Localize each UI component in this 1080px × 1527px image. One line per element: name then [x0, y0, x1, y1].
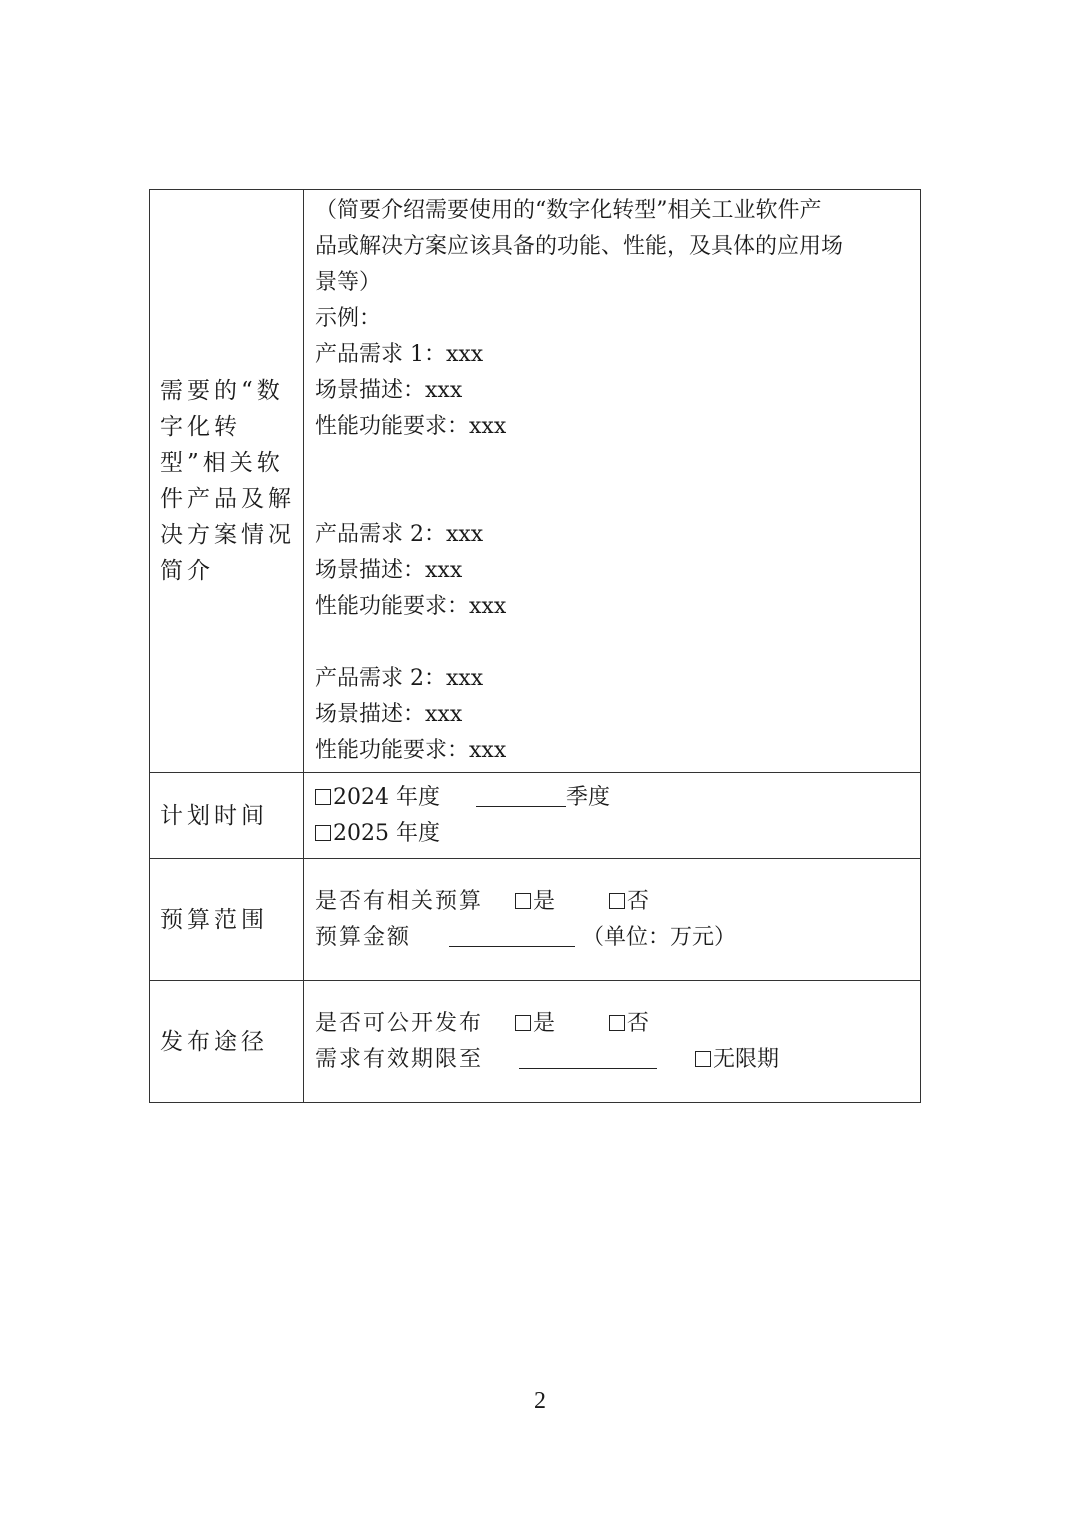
intro-line-3: 景等）	[315, 270, 382, 295]
plan-time-label: 计划时间	[150, 773, 304, 859]
unlimited-label: 无限期	[713, 1046, 780, 1072]
year-2025-label: 2025 年度	[333, 820, 440, 846]
publish-no-label: 否	[627, 1010, 650, 1036]
budget-label: 预算范围	[150, 859, 304, 981]
budget-content	[304, 859, 921, 981]
checkbox-2024[interactable]	[315, 789, 331, 805]
publish-yes-label: 是	[533, 1010, 556, 1036]
scene-description-3: 场景描述：xxx	[315, 702, 463, 727]
publish-label: 发布途径	[150, 981, 304, 1103]
page-number: 2	[534, 1388, 546, 1414]
budget-no-checkbox[interactable]	[609, 893, 625, 909]
quarter-input[interactable]	[476, 782, 566, 807]
product-requirement-3: 产品需求 2：xxx	[315, 666, 484, 691]
product-requirement-1: 产品需求 1：xxx	[315, 342, 484, 367]
publish-yes-checkbox[interactable]	[515, 1015, 531, 1031]
intro-line-1: （简要介绍需要使用的“数字化转型”相关工业软件产	[315, 198, 822, 223]
performance-requirement-1: 性能功能要求：xxx	[315, 414, 507, 439]
budget-amount-label: 预算金额	[315, 924, 412, 950]
software-needs-label: 需要的“数字化转型”相关软件产品及解决方案情况简介	[150, 190, 304, 773]
intro-line-2: 品或解决方案应该具备的功能、性能，及具体的应用场	[315, 234, 844, 259]
example-label: 示例：	[315, 306, 382, 331]
validity-date-input[interactable]	[519, 1044, 657, 1069]
budget-unit: （单位：万元）	[582, 924, 737, 950]
budget-amount-input[interactable]	[449, 922, 575, 947]
publish-row	[150, 981, 921, 1103]
budget-question: 是否有相关预算	[315, 888, 484, 914]
validity-label: 需求有效期限至	[315, 1046, 484, 1072]
year-2024-label: 2024 年度	[333, 784, 440, 810]
publish-no-checkbox[interactable]	[609, 1015, 625, 1031]
performance-requirement-2: 性能功能要求：xxx	[315, 594, 507, 619]
application-form-table	[149, 189, 921, 1103]
checkbox-2025[interactable]	[315, 825, 331, 841]
software-needs-content[interactable]	[304, 190, 921, 773]
publish-question: 是否可公开发布	[315, 1010, 484, 1036]
budget-no-label: 否	[627, 888, 650, 914]
publish-content	[304, 981, 921, 1103]
plan-time-content	[304, 773, 921, 859]
scene-description-2: 场景描述：xxx	[315, 558, 463, 583]
plan-time-row	[150, 773, 921, 859]
scene-description-1: 场景描述：xxx	[315, 378, 463, 403]
unlimited-checkbox[interactable]	[695, 1051, 711, 1067]
budget-yes-label: 是	[533, 888, 556, 914]
budget-row	[150, 859, 921, 981]
product-requirement-2: 产品需求 2：xxx	[315, 522, 484, 547]
software-needs-row	[150, 190, 921, 773]
budget-yes-checkbox[interactable]	[515, 893, 531, 909]
performance-requirement-3: 性能功能要求：xxx	[315, 738, 507, 763]
quarter-suffix: 季度	[565, 784, 610, 810]
